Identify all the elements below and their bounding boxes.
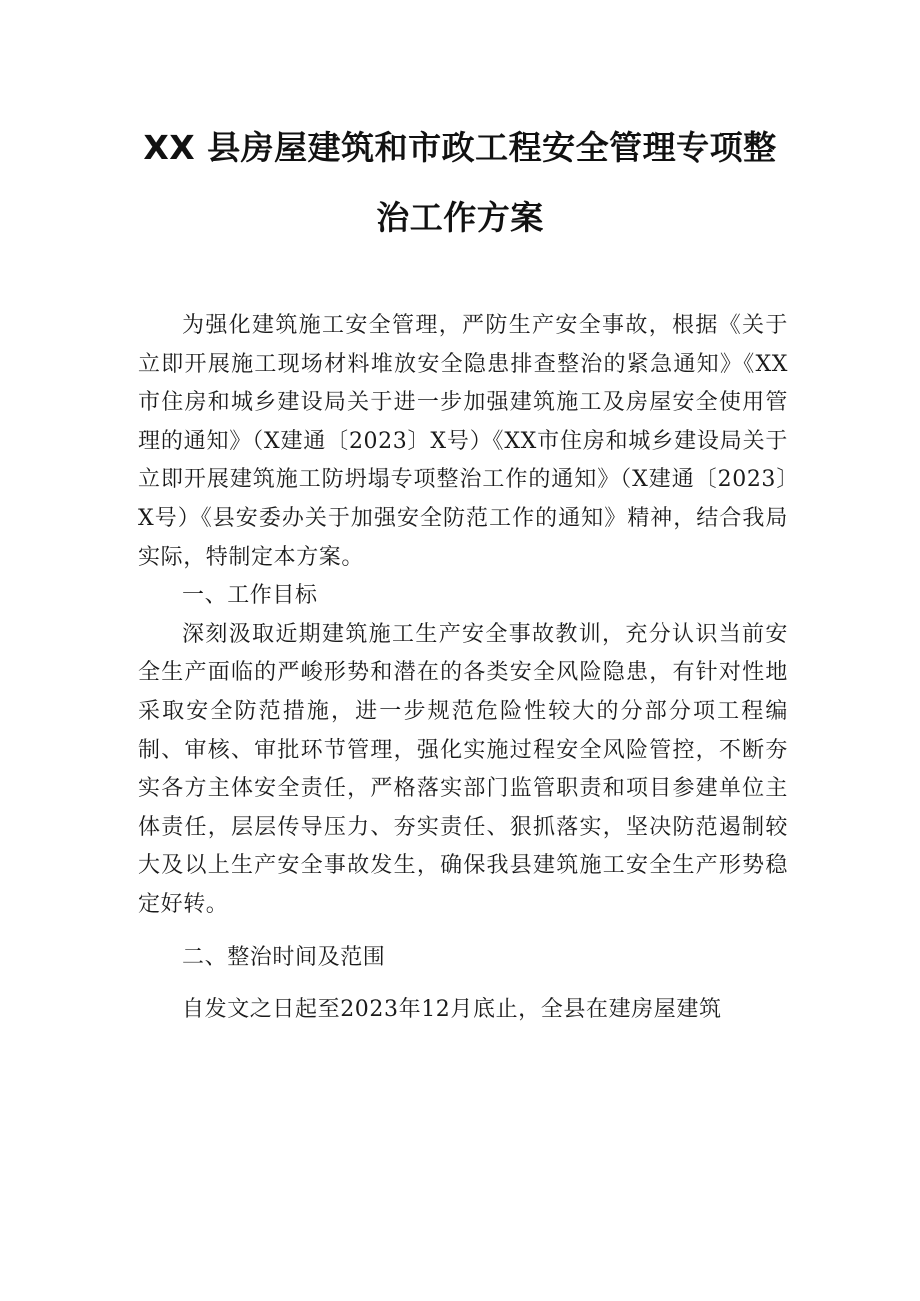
section-heading-time-scope: 二、整治时间及范围 [182, 944, 386, 970]
document-body [138, 307, 788, 1030]
document-title-line-1: XX 县房屋建筑和市政工程安全管理专项整 [143, 128, 777, 167]
section-paragraph-time-scope: 自发文之日起至2023年12月底止，全县在建房屋建筑 [182, 997, 722, 1023]
document-title-line-2: 治工作方案 [376, 198, 544, 237]
section-heading-goals: 一、工作目标 [182, 583, 318, 609]
paragraph-gap [138, 925, 788, 939]
intro-paragraph: 为强化建筑施工安全管理，严防生产安全事故，根据《关于立即开展施工现场材料堆放安全隐患排查整治的紧急通知》《XX市住房和城乡建设局关于进一步加强建筑施工及房屋安全使用管理的通知》（X建通〔2023〕X号）《XX市住房和城乡建设局关于立即开展建筑施工防坍塌专项整治工作的通知》（X建通〔2023〕X号）《县安委办关于加强安全防范工作的通知》精神，结合我局实际，特制定本方案。 [138, 313, 788, 570]
paragraph-gap [138, 977, 788, 991]
section-paragraph-goals: 深刻汲取近期建筑施工生产安全事故教训，充分认识当前安全生产面临的严峻形势和潜在的各类安全风险隐患，有针对性地采取安全防范措施，进一步规范危险性较大的分部分项工程编制、审核、审批环节管理，强化实施过程安全风险管控，不断夯实各方主体安全责任，严格落实部门监管职责和项目参建单位主体责任，层层传导压力、夯实责任、狠抓落实，坚决防范遏制较大及以上生产安全事故发生，确保我县建筑施工安全生产形势稳定好转。 [138, 621, 788, 917]
